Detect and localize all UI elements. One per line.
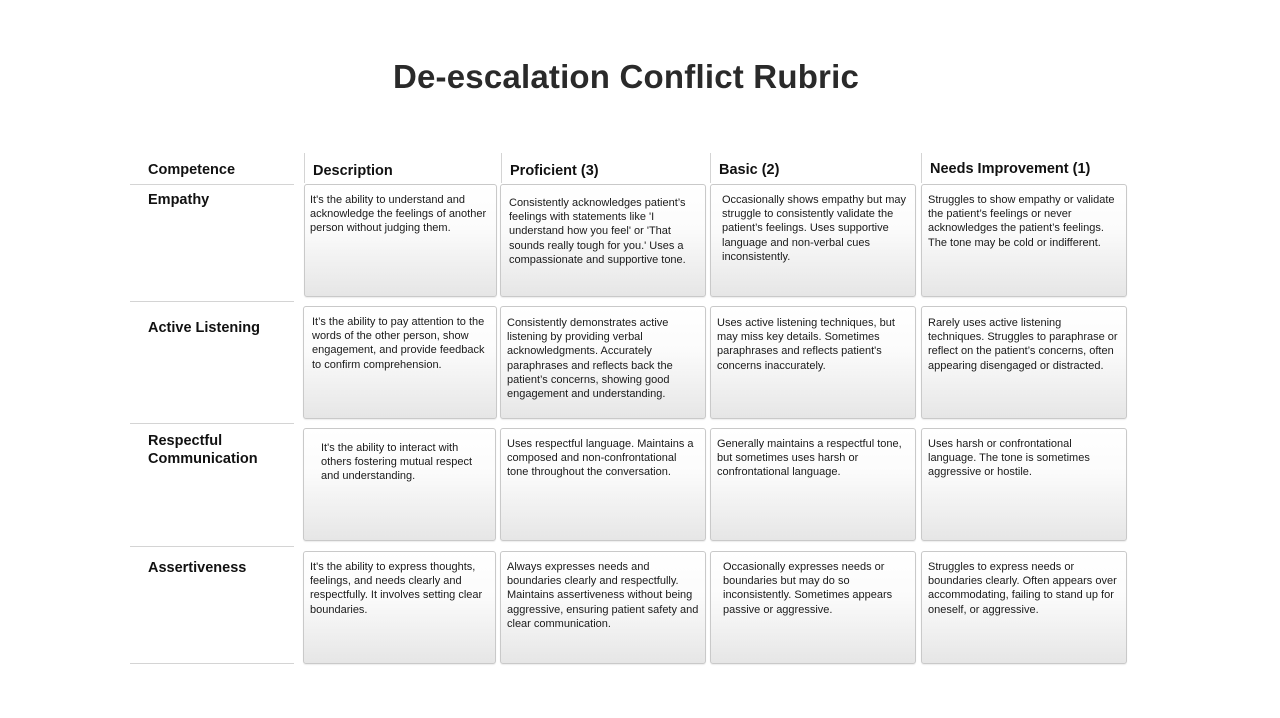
active-listening-description-cell — [303, 306, 497, 419]
cell-text: It’s the ability to pay attention to the words of the other person, show engagement, and provide feedback to confirm comprehension. — [312, 316, 485, 371]
active-listening-basic-cell — [710, 306, 916, 419]
row-divider — [130, 301, 294, 302]
respectful-communication-description-cell — [303, 428, 496, 541]
competence-empathy: Empathy — [148, 192, 210, 208]
cell-text: Uses harsh or confrontational language. The tone is sometimes aggressive or hostile. — [928, 438, 1090, 479]
active-listening-proficient-cell — [500, 306, 706, 419]
respectful-communication-basic-cell — [710, 428, 916, 541]
empathy-needs-cell — [921, 184, 1127, 297]
cell-text: Consistently acknowledges patient’s feelings with statements like 'I understand how you feel' or 'That sounds really tough for you.' Uses a compassionate and supportive tone. — [509, 197, 686, 266]
cell-text: Occasionally expresses needs or boundaries but may do so inconsistently. Sometimes appears passive or aggressive. — [723, 561, 893, 616]
cell-text: It's the ability to express thoughts, feelings, and needs clearly and respectfully. It involves setting clear boundaries. — [310, 561, 483, 616]
cell-text: It's the ability to understand and acknowledge the feelings of another person without judging them. — [310, 194, 487, 235]
cell-text: Struggles to show empathy or validate the patient’s feelings or never acknowledges the patient’s feelings. The tone may be cold or indifferent. — [928, 194, 1115, 249]
competence-assertiveness: Assertiveness — [148, 560, 247, 576]
cell-text: Always expresses needs and boundaries clearly and respectfully. Maintains assertiveness without being aggressive, ensuring patient safety and clear communication. — [507, 561, 699, 630]
header-divider — [710, 153, 711, 183]
empathy-proficient-cell — [500, 184, 706, 297]
cell-text: Generally maintains a respectful tone, but sometimes uses harsh or confrontational language. — [717, 438, 902, 479]
header-proficient: Proficient (3) — [510, 163, 599, 179]
page-title: De-escalation Conflict Rubric — [392, 58, 860, 95]
header-needs-improvement: Needs Improvement (1) — [930, 161, 1091, 177]
cell-text: Occasionally shows empathy but may struggle to consistently validate the patient’s feelings. Uses supportive language and non-verbal cues inconsistently. — [722, 194, 907, 263]
cell-text: Rarely uses active listening techniques. Struggles to paraphrase or reflect on the patient’s concerns, often appearing disengaged or distracted. — [928, 317, 1118, 372]
header-divider — [921, 153, 922, 183]
empathy-description-cell — [304, 184, 497, 297]
assertiveness-needs-cell — [921, 551, 1127, 664]
row-divider — [130, 423, 294, 424]
cell-text: Uses active listening techniques, but may miss key details. Sometimes paraphrases and reflects patient's concerns inaccurately. — [717, 317, 895, 372]
assertiveness-proficient-cell — [500, 551, 706, 664]
respectful-communication-proficient-cell — [500, 428, 706, 541]
assertiveness-basic-cell — [710, 551, 916, 664]
empathy-basic-cell — [710, 184, 916, 297]
header-competence: Competence — [148, 162, 236, 178]
header-divider — [501, 153, 502, 183]
cell-text: It's the ability to interact with others fostering mutual respect and understanding. — [321, 442, 473, 483]
respectful-communication-needs-cell — [921, 428, 1127, 541]
active-listening-needs-cell — [921, 306, 1127, 419]
competence-active-listening: Active Listening — [148, 320, 260, 336]
cell-text: Struggles to express needs or boundaries clearly. Often appears over accommodating, failing to stand up for oneself, or aggressive. — [928, 561, 1117, 616]
row-divider — [130, 546, 294, 547]
cell-text: Uses respectful language. Maintains a composed and non-confrontational tone throughout the conversation. — [507, 438, 694, 479]
cell-text: Consistently demonstrates active listening by providing verbal acknowledgments. Accurately paraphrases and reflects back the patient’s concerns, showing good engagement and understanding. — [507, 317, 673, 401]
header-divider — [304, 153, 305, 183]
assertiveness-description-cell — [303, 551, 496, 664]
header-basic: Basic (2) — [719, 162, 780, 178]
header-description: Description — [313, 163, 393, 179]
row-divider — [130, 184, 294, 185]
row-divider — [130, 663, 294, 664]
competence-respectful-communication: Respectful Communication — [148, 433, 258, 467]
